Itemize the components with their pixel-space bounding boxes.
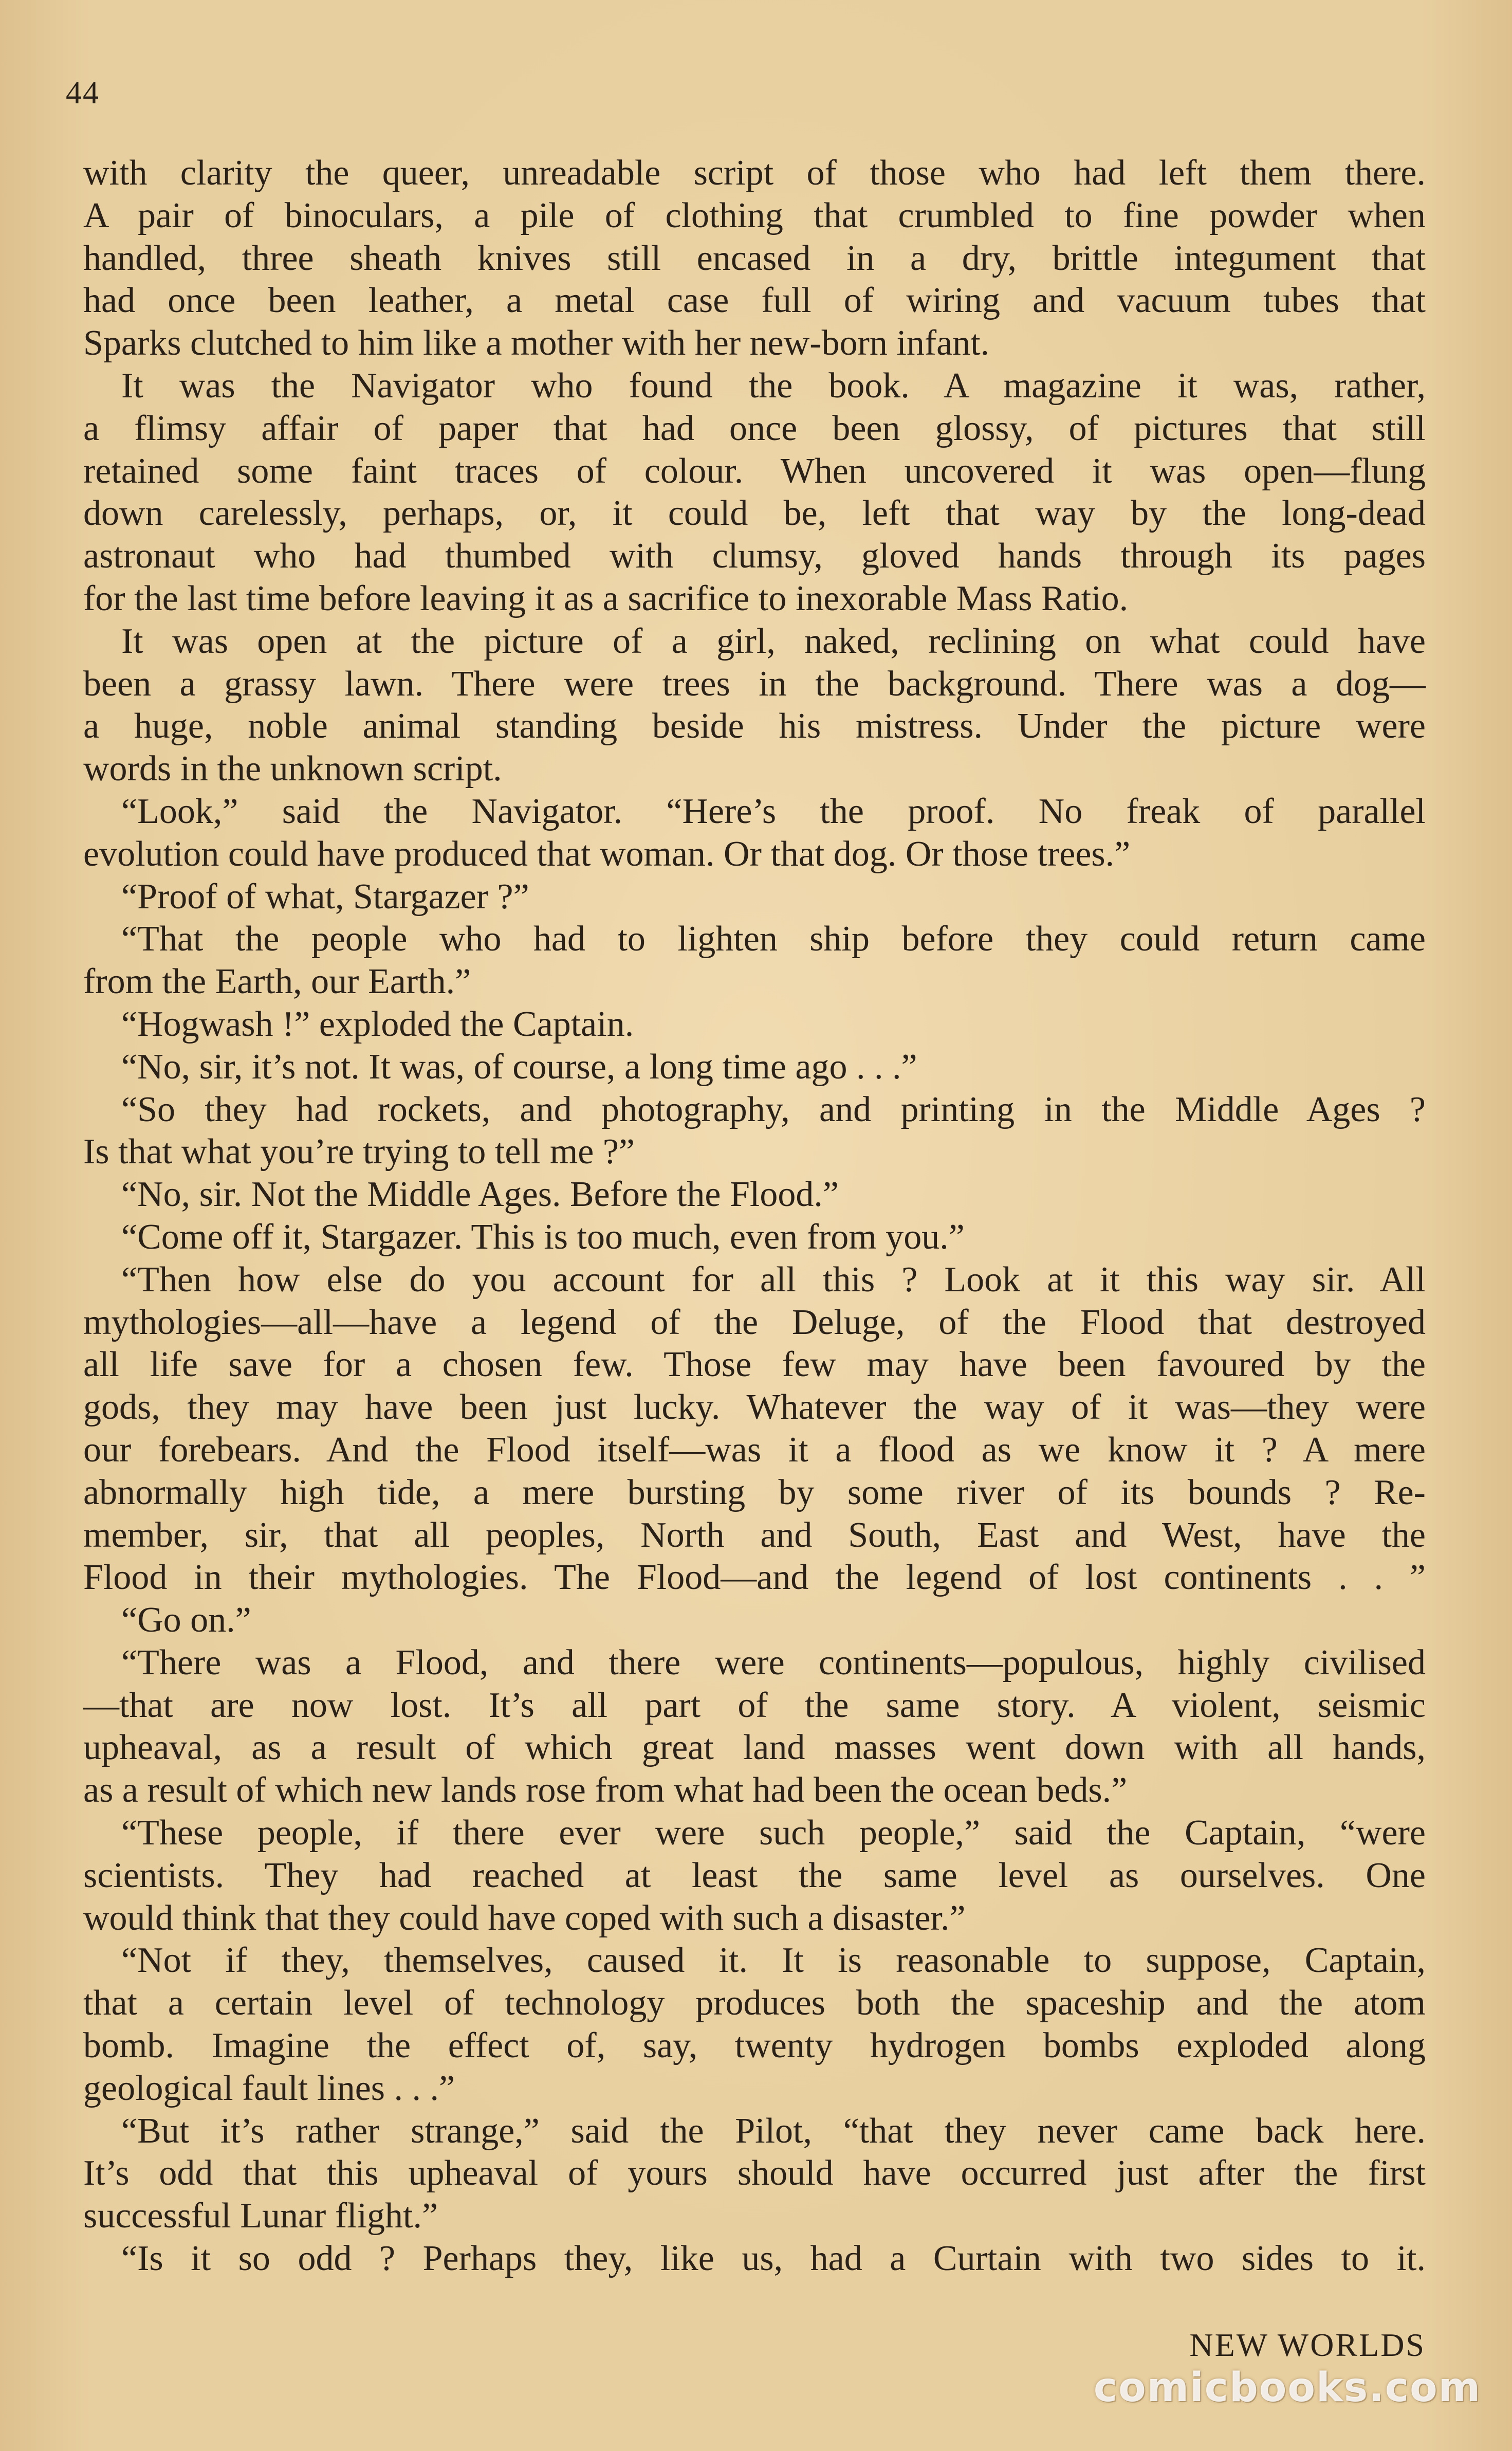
text-line: “Not if they, themselves, caused it. It is reasonable to suppose, Captain,	[121, 1941, 1426, 1981]
text-line: that a certain level of technology produces both the spaceship and the atom	[83, 1983, 1426, 2023]
text-line: been a grassy lawn. There were trees in the background. There was a dog—	[83, 664, 1426, 704]
text-line: words in the unknown script.	[83, 749, 502, 789]
text-line: bomb. Imagine the effect of, say, twenty hydrogen bombs exploded along	[83, 2026, 1426, 2066]
text-line: “Is it so odd ? Perhaps they, like us, had a Curtain with two sides to it.	[121, 2239, 1426, 2279]
text-line: “No, sir, it’s not. It was, of course, a long time ago . . .”	[121, 1047, 917, 1087]
text-line: “That the people who had to lighten ship before they could return came	[121, 919, 1426, 959]
text-line: “But it’s rather strange,” said the Pilot, “that they never came back here.	[121, 2111, 1426, 2151]
text-line: “Go on.”	[121, 1600, 251, 1640]
text-line: “Proof of what, Stargazer ?”	[121, 876, 529, 917]
text-line: mythologies—all—have a legend of the Deluge, of the Flood that destroyed	[83, 1302, 1426, 1342]
text-line: our forebears. And the Flood itself—was it a flood as we know it ? A mere	[83, 1430, 1426, 1470]
text-line: “Look,” said the Navigator. “Here’s the proof. No freak of parallel	[121, 791, 1426, 831]
watermark-logo: comicbooks.com	[1093, 2365, 1481, 2411]
text-line: a huge, noble animal standing beside his mistress. Under the picture were	[83, 706, 1426, 746]
text-line: handled, three sheath knives still encased in a dry, brittle integument that	[83, 238, 1426, 278]
text-line: “Hogwash !” exploded the Captain.	[121, 1004, 634, 1044]
page-number: 44	[66, 76, 100, 111]
magazine-title-footer: NEW WORLDS	[1189, 2327, 1426, 2363]
text-line: A pair of binoculars, a pile of clothing that crumbled to fine powder when	[83, 195, 1426, 235]
text-line: It was the Navigator who found the book. A magazine it was, rather,	[121, 365, 1426, 406]
text-line: with clarity the queer, unreadable script of those who had left them there.	[83, 153, 1426, 193]
story-text	[83, 152, 1426, 2280]
text-line: a flimsy affair of paper that had once been glossy, of pictures that still	[83, 408, 1426, 448]
text-line: Is that what you’re trying to tell me ?”	[83, 1132, 635, 1172]
text-line: “These people, if there ever were such people,” said the Captain, “were	[121, 1813, 1426, 1853]
text-line: Sparks clutched to him like a mother with her new-born infant.	[83, 323, 990, 363]
text-line: down carelessly, perhaps, or, it could be, left that way by the long-dead	[83, 493, 1426, 534]
text-line: abnormally high tide, a mere bursting by some river of its bounds ? Re-	[83, 1472, 1426, 1512]
text-line: from the Earth, our Earth.”	[83, 962, 471, 1002]
text-line: geological fault lines . . .”	[83, 2068, 455, 2108]
text-line: “So they had rockets, and photography, and printing in the Middle Ages ?	[121, 1089, 1426, 1129]
text-line: Flood in their mythologies. The Flood—and the legend of lost continents . . ”	[83, 1558, 1426, 1598]
text-line: would think that they could have coped with such a disaster.”	[83, 1898, 966, 1938]
text-line: for the last time before leaving it as a sacrifice to inexorable Mass Ratio.	[83, 578, 1129, 618]
text-line: “Then how else do you account for all this ? Look at it this way sir. All	[121, 1259, 1426, 1300]
text-line: as a result of which new lands rose from what had been the ocean beds.”	[83, 1770, 1128, 1810]
text-line: all life save for a chosen few. Those few may have been favoured by the	[83, 1345, 1426, 1385]
text-line: evolution could have produced that woman. Or that dog. Or those trees.”	[83, 834, 1131, 874]
text-line: “Come off it, Stargazer. This is too much, even from you.”	[121, 1217, 965, 1257]
text-line: retained some faint traces of colour. When uncovered it was open—flung	[83, 451, 1426, 491]
text-line: upheaval, as a result of which great land masses went down with all hands,	[83, 1728, 1426, 1768]
text-line: It was open at the picture of a girl, naked, reclining on what could have	[121, 621, 1426, 661]
text-line: It’s odd that this upheaval of yours should have occurred just after the first	[83, 2153, 1426, 2193]
text-line: scientists. They had reached at least the same level as ourselves. One	[83, 1855, 1426, 1895]
text-line: successful Lunar flight.”	[83, 2196, 438, 2236]
text-line: gods, they may have been just lucky. Whatever the way of it was—they were	[83, 1387, 1426, 1428]
text-line: “No, sir. Not the Middle Ages. Before the Flood.”	[121, 1175, 839, 1215]
text-line: astronaut who had thumbed with clumsy, gloved hands through its pages	[83, 536, 1426, 576]
text-line: —that are now lost. It’s all part of the same story. A violent, seismic	[83, 1685, 1426, 1725]
text-line: had once been leather, a metal case full of wiring and vacuum tubes that	[83, 281, 1426, 321]
text-line: member, sir, that all peoples, North and South, East and West, have the	[83, 1515, 1426, 1555]
text-line: “There was a Flood, and there were continents—populous, highly civilised	[121, 1642, 1426, 1682]
